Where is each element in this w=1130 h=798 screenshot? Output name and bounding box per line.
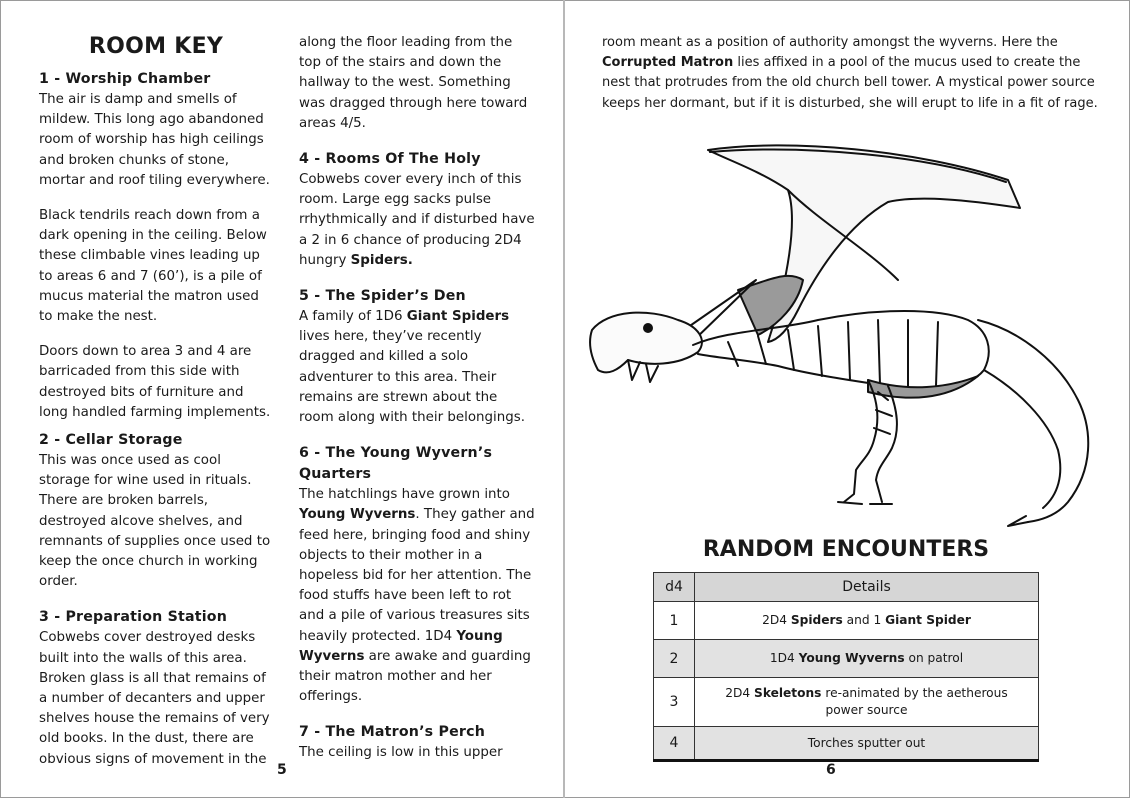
text-run: lives here, they’ve recently dragged and killed a solo adventurer to this area. Their remains are strewn about the room along with their belongings. — [299, 329, 525, 426]
details-cell: Torches sputter out — [695, 727, 1039, 761]
random-encounters-table — [653, 572, 1039, 762]
bold-monster: Giant Spider — [885, 613, 971, 627]
bold-monster-giant-spiders: Giant Spiders — [406, 309, 510, 325]
section-title-young-wyverns-quarters: 6 - The Young Wyvern’s Quarters — [299, 445, 493, 483]
column-header-details: Details — [695, 573, 1039, 602]
wyvern-illustration — [588, 130, 1108, 530]
worship-chamber-paragraph-1: The air is damp and smells of mildew. This long ago abandoned room of worship has high ceilings and broken chunks of stone, mortar and roof tiling everywhere. — [39, 92, 270, 188]
young-wyverns-quarters-paragraph — [299, 485, 535, 707]
text-run: re-animated by the aetherous power source — [821, 686, 1008, 717]
details-cell — [695, 678, 1039, 727]
bold-monster: Spiders — [790, 613, 843, 627]
spiders-den-paragraph — [299, 307, 535, 428]
section-title-rooms-of-the-holy: 4 - Rooms Of The Holy — [299, 151, 481, 168]
bold-monster: Young Wyverns — [798, 651, 905, 665]
section-title-preparation-station: 3 - Preparation Station — [39, 609, 228, 626]
book-spine — [563, 0, 565, 798]
bold-monster-young-wyverns: Young Wyverns — [299, 507, 416, 523]
left-page-column-1 — [39, 33, 273, 770]
text-run: 1D4 — [769, 651, 799, 665]
page-number-left: 5 — [277, 762, 287, 778]
room-key-heading: ROOM KEY — [88, 34, 224, 59]
bold-monster: Skeletons — [754, 686, 822, 700]
column-header-die: d4 — [654, 573, 695, 602]
preparation-station-paragraph: Cobwebs cover destroyed desks built into the walls of this area. Broken glass is all that remains of a number of decanters and upper shelves house the remains of very old books. In the dust, there are obvious signs of movement in the — [39, 630, 270, 767]
roll-cell: 4 — [654, 727, 695, 761]
section-title-worship-chamber: 1 - Worship Chamber — [39, 71, 211, 87]
table-header-row — [654, 573, 1039, 602]
roll-cell: 1 — [654, 602, 695, 640]
page-number-right: 6 — [826, 762, 836, 778]
section-title-matrons-perch: 7 - The Matron’s Perch — [299, 724, 485, 741]
section-title-cellar-storage: 2 - Cellar Storage — [39, 432, 183, 449]
text-run: A family of 1D6 — [299, 309, 407, 325]
worship-chamber-paragraph-3: Doors down to area 3 and 4 are barricaded from this side with destroyed bits of furniture and long handled farming implements. — [39, 344, 271, 420]
section-title-spiders-den: 5 - The Spider’s Den — [299, 288, 466, 305]
rooms-of-the-holy-paragraph — [299, 170, 535, 271]
text-run: 2D4 — [725, 686, 755, 700]
bold-monster-young-wyverns-2: Young Wyverns — [299, 628, 503, 664]
details-cell — [695, 640, 1039, 678]
text-run: 2D4 — [762, 613, 791, 627]
table-row — [654, 678, 1039, 727]
table-row — [654, 602, 1039, 640]
matrons-perch-paragraph: The ceiling is low in this upper — [299, 745, 503, 761]
random-encounters-heading: RANDOM ENCOUNTERS — [702, 537, 990, 562]
bold-monster-spiders: Spiders. — [350, 252, 413, 268]
text-run: Cobwebs cover every inch of this room. Large egg sacks pulse rrhythmically and if disturbed have a 2 in 6 chance of producing 2D4 hungry — [299, 172, 535, 268]
text-run: The hatchlings have grown into — [299, 487, 510, 503]
roll-cell: 2 — [654, 640, 695, 678]
matrons-perch-continued — [602, 33, 1102, 114]
roll-cell: 3 — [654, 678, 695, 727]
cellar-storage-paragraph: This was once used as cool storage for wine used in rituals. There are broken barrels, destroyed alcove shelves, and remnants of supplies once used to keep the once church in working order. — [39, 453, 271, 590]
text-run: on patrol — [904, 651, 964, 665]
table-row — [654, 727, 1039, 761]
worship-chamber-paragraph-2: Black tendrils reach down from a dark opening in the ceiling. Below these climbable vines leading up to areas 6 and 7 (60’), is a pile of mucus material the matron used to make the nest. — [39, 208, 267, 325]
details-cell — [695, 602, 1039, 640]
text-run: lies affixed in a pool of the mucus used to create the nest that protrudes from the old church bell tower. A mystical power source keeps her dormant, but if it is disturbed, she will erupt to life in a fit of rage. — [602, 55, 1098, 111]
table-row — [654, 640, 1039, 678]
text-run: . They gather and feed here, bringing food and shiny objects to their mother in a hopeless bid for her attention. The food stuffs have been left to rot and a pile of various treasures sits heavily protected. 1D4 — [299, 507, 535, 644]
bold-monster-corrupted-matron: Corrupted Matron — [602, 55, 734, 71]
right-page-intro — [602, 33, 1102, 114]
text-run: are awake and guarding their matron mother and her offerings. — [299, 648, 531, 705]
text-run: and 1 — [842, 613, 886, 627]
preparation-station-continued: along the floor leading from the top of the stairs and down the hallway to the west. Something was dragged through here toward areas 4/5. — [299, 35, 528, 131]
text-run: room meant as a position of authority amongst the wyverns. Here the — [602, 35, 1058, 50]
left-page-column-2 — [299, 33, 535, 764]
